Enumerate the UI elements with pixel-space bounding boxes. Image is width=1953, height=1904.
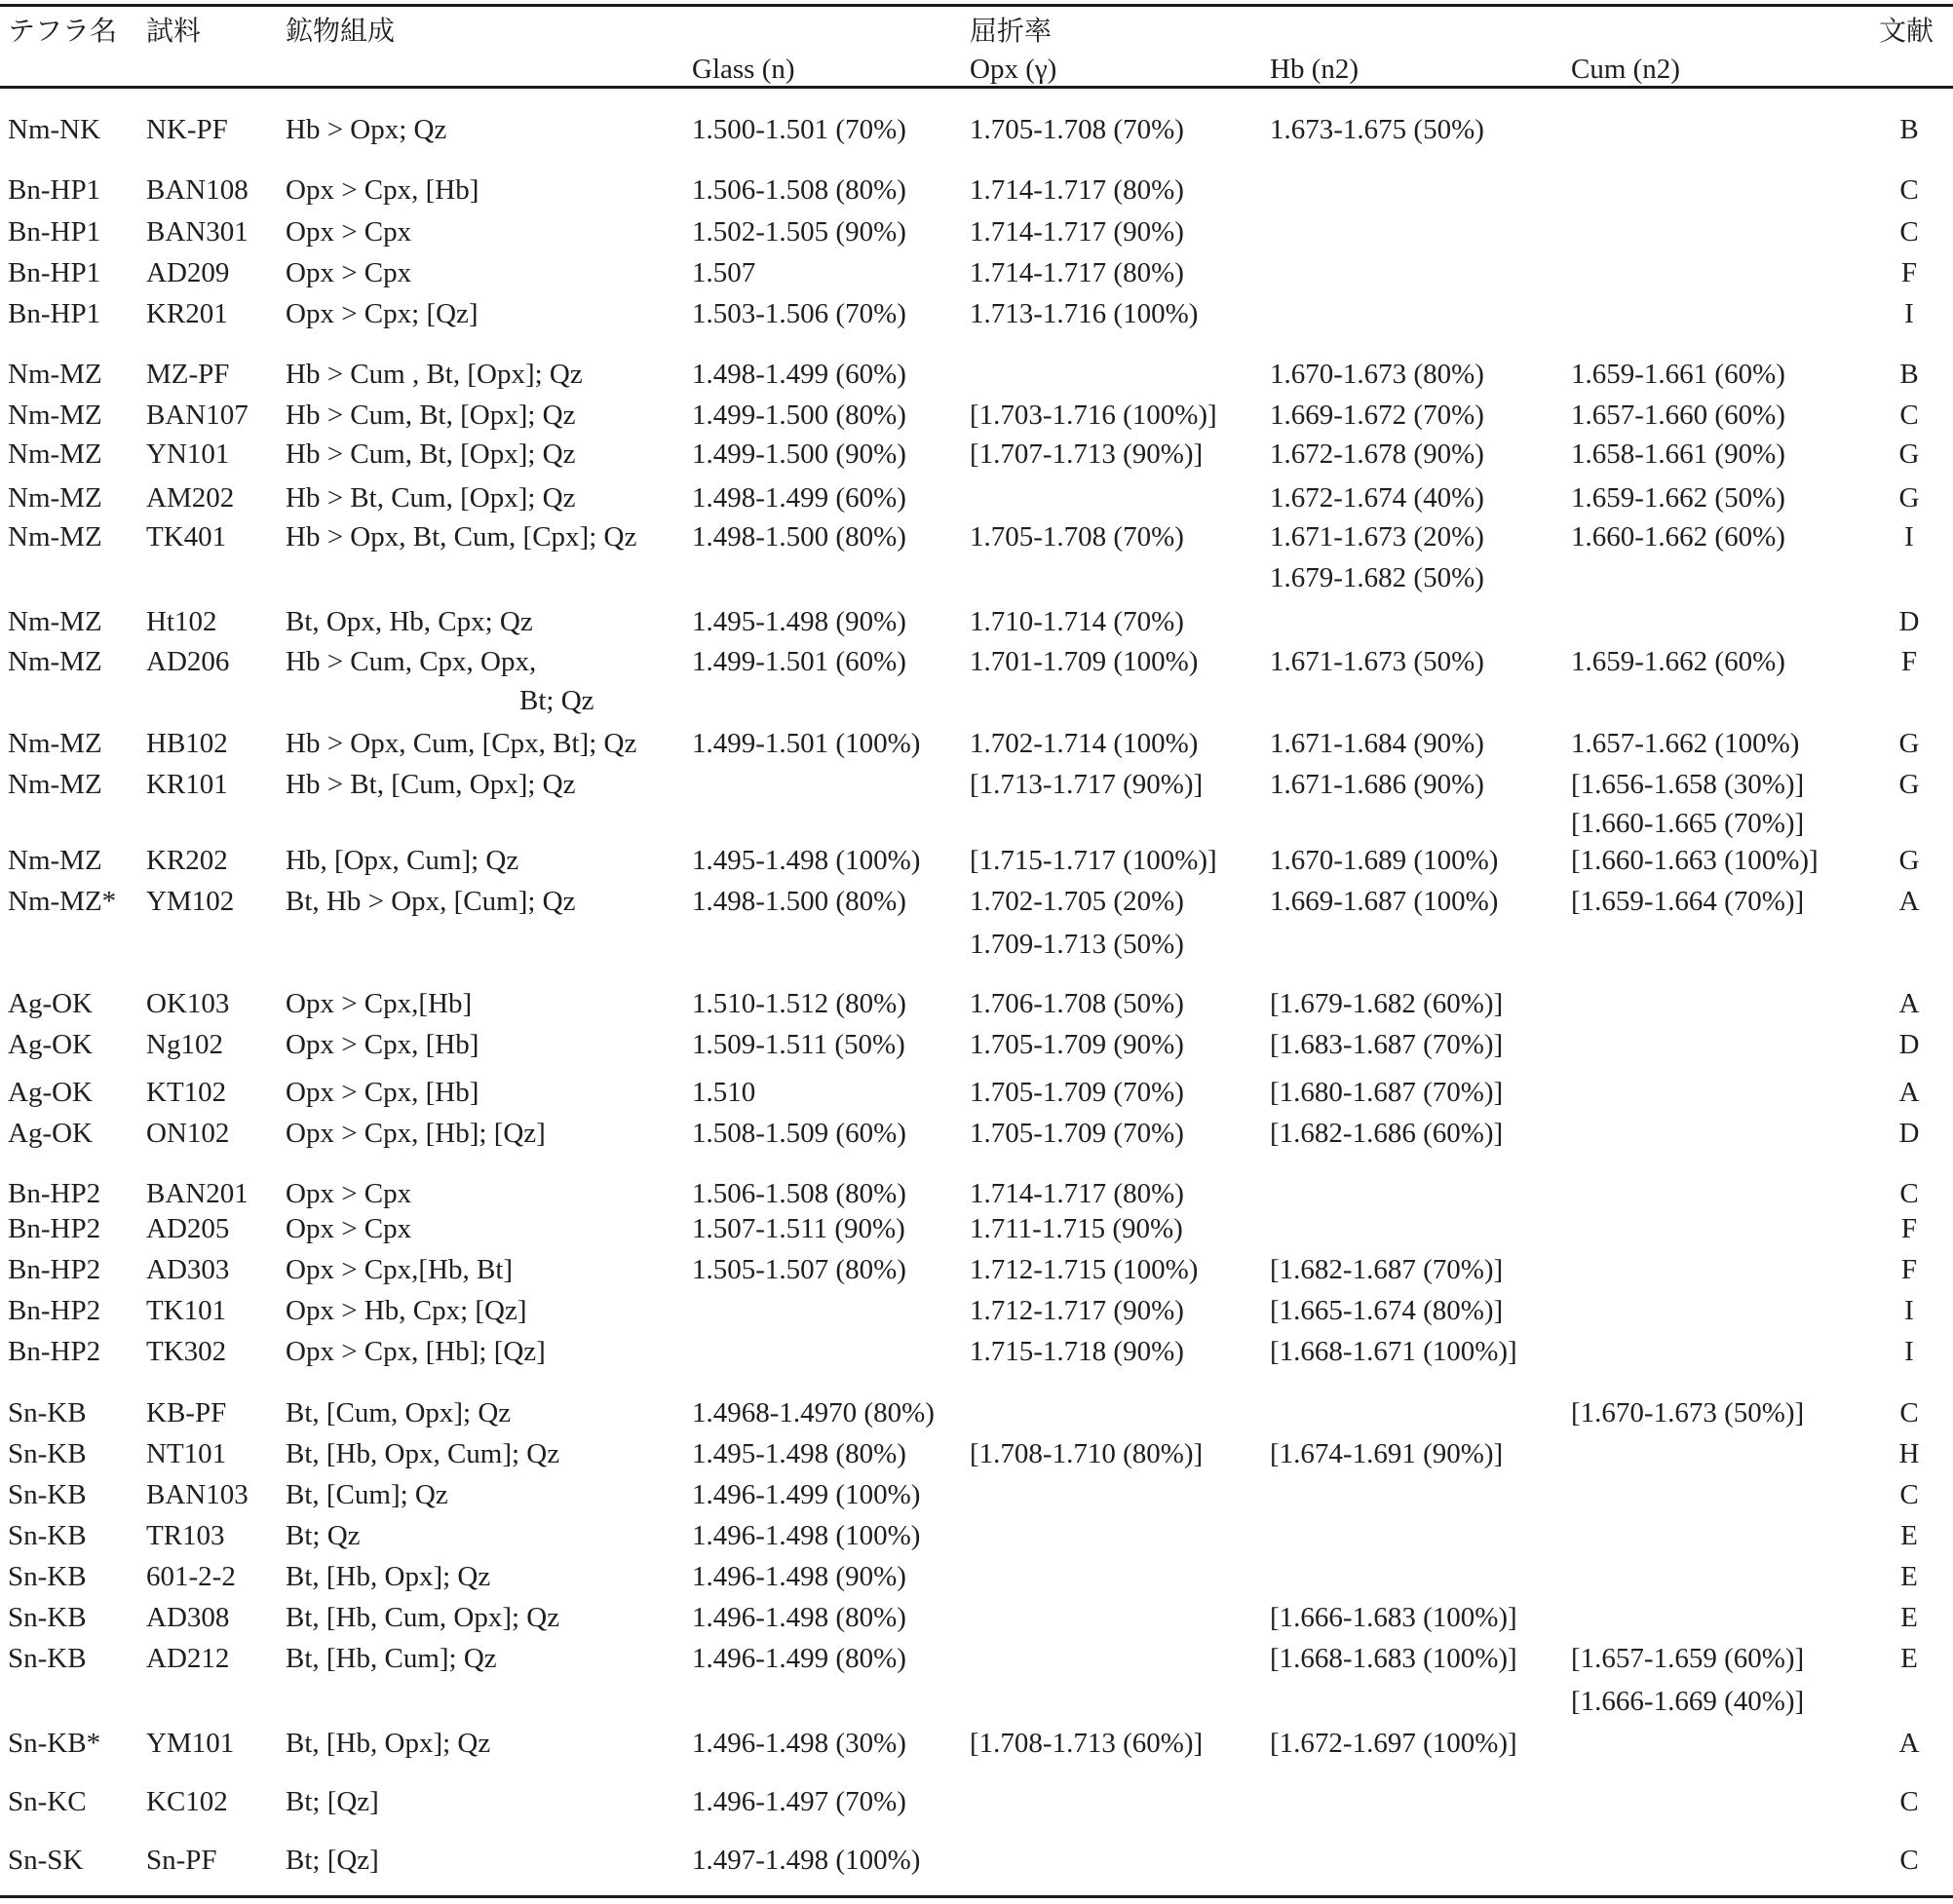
cell-ref: A (1898, 988, 1920, 1019)
cell-ref: C (1899, 1397, 1919, 1428)
cell-mineral: Bt; Qz (286, 1520, 361, 1551)
cell-opx: 1.712-1.717 (90%) (970, 1295, 1184, 1326)
cell-ref: B (1899, 114, 1919, 145)
cell-opx: 1.705-1.709 (90%) (970, 1029, 1184, 1060)
cell-cum: [1.666-1.669 (40%)] (1571, 1686, 1805, 1717)
cell-mineral: Bt; [Qz] (286, 1786, 379, 1817)
cell-hb: 1.672-1.678 (90%) (1270, 438, 1484, 470)
cell-glass: 1.510-1.512 (80%) (692, 988, 906, 1019)
cell-tephra: Bn-HP2 (8, 1336, 101, 1367)
cell-sample: ON102 (146, 1118, 230, 1149)
cell-glass: 1.496-1.498 (30%) (692, 1728, 906, 1759)
cell-tephra: Sn-KB (8, 1602, 87, 1633)
cell-mineral: Opx > Cpx; [Qz] (286, 298, 479, 329)
cell-cum: 1.659-1.662 (50%) (1571, 482, 1785, 514)
cell-glass: 1.500-1.501 (70%) (692, 114, 906, 145)
cell-mineral: Opx > Cpx,[Hb] (286, 988, 473, 1019)
header-glass: Glass (n) (692, 54, 795, 85)
cell-mineral: Bt, [Hb, Opx]; Qz (286, 1561, 491, 1592)
cell-mineral: Opx > Cpx (286, 257, 412, 288)
cell-opx: 1.706-1.708 (50%) (970, 988, 1184, 1019)
cell-ref: A (1898, 886, 1920, 917)
cell-sample: TK302 (146, 1336, 227, 1367)
cell-tephra: Bn-HP2 (8, 1213, 101, 1244)
cell-tephra: Bn-HP1 (8, 216, 101, 248)
cell-mineral: Opx > Cpx (286, 1213, 412, 1244)
cell-glass: 1.510 (692, 1077, 756, 1108)
cell-opx: [1.708-1.713 (60%)] (970, 1728, 1204, 1759)
cell-ref: D (1898, 1029, 1920, 1060)
cell-opx: 1.709-1.713 (50%) (970, 929, 1184, 960)
cell-tephra: Ag-OK (8, 1077, 93, 1108)
cell-glass: 1.499-1.501 (100%) (692, 728, 921, 759)
cell-opx: [1.708-1.710 (80%)] (970, 1438, 1204, 1469)
cell-tephra: Nm-MZ (8, 845, 102, 876)
cell-mineral: Opx > Cpx, [Hb]; [Qz] (286, 1118, 546, 1149)
cell-hb: [1.682-1.686 (60%)] (1270, 1118, 1504, 1149)
cell-cum: 1.657-1.662 (100%) (1571, 728, 1800, 759)
cell-opx: 1.701-1.709 (100%) (970, 646, 1199, 677)
cell-ref: F (1900, 257, 1918, 288)
cell-tephra: Nm-MZ (8, 400, 102, 431)
cell-ref: G (1898, 769, 1920, 800)
cell-opx: 1.714-1.717 (80%) (970, 257, 1184, 288)
cell-glass: 1.506-1.508 (80%) (692, 1178, 906, 1209)
cell-tephra: Nm-MZ (8, 438, 102, 470)
cell-tephra: Bn-HP2 (8, 1254, 101, 1285)
cell-cum: [1.656-1.658 (30%)] (1571, 769, 1805, 800)
cell-sample: KT102 (146, 1077, 227, 1108)
cell-glass: 1.496-1.498 (90%) (692, 1561, 906, 1592)
cell-mineral: Bt, [Cum]; Qz (286, 1479, 448, 1510)
cell-opx: 1.715-1.718 (90%) (970, 1336, 1184, 1367)
cell-cum: 1.660-1.662 (60%) (1571, 521, 1785, 552)
cell-opx: 1.702-1.705 (20%) (970, 886, 1184, 917)
cell-ref: E (1900, 1602, 1918, 1633)
top-rule (0, 4, 1953, 7)
cell-hb: [1.680-1.687 (70%)] (1270, 1077, 1504, 1108)
cell-glass: 1.498-1.499 (60%) (692, 482, 906, 514)
cell-ref: I (1904, 521, 1914, 552)
cell-opx: 1.711-1.715 (90%) (970, 1213, 1183, 1244)
cell-cum: [1.660-1.665 (70%)] (1571, 808, 1805, 839)
cell-glass: 1.496-1.498 (80%) (692, 1602, 906, 1633)
cell-mineral: Opx > Cpx, [Hb] (286, 1077, 479, 1108)
cell-cum: [1.660-1.663 (100%)] (1571, 845, 1819, 876)
cell-ref: C (1899, 1479, 1919, 1510)
cell-sample: AD212 (146, 1643, 230, 1674)
cell-mineral: Hb > Bt, Cum, [Opx]; Qz (286, 482, 576, 514)
cell-opx: [1.707-1.713 (90%)] (970, 438, 1204, 470)
cell-mineral: Opx > Cpx,[Hb, Bt] (286, 1254, 514, 1285)
cell-sample: AD206 (146, 646, 230, 677)
cell-sample: BAN301 (146, 216, 249, 248)
cell-opx: 1.713-1.716 (100%) (970, 298, 1199, 329)
cell-cum: [1.670-1.673 (50%)] (1571, 1397, 1805, 1428)
cell-ref: C (1899, 1786, 1919, 1817)
cell-ref: A (1898, 1728, 1920, 1759)
cell-hb: [1.668-1.671 (100%)] (1270, 1336, 1517, 1367)
cell-ref: G (1898, 845, 1920, 876)
cell-ref: C (1899, 1845, 1919, 1876)
cell-ref: G (1898, 438, 1920, 470)
cell-ref: F (1900, 1213, 1918, 1244)
cell-opx: 1.714-1.717 (80%) (970, 1178, 1184, 1209)
cell-mineral: Opx > Hb, Cpx; [Qz] (286, 1295, 527, 1326)
cell-glass: 1.509-1.511 (50%) (692, 1029, 905, 1060)
cell-sample: YM102 (146, 886, 235, 917)
cell-mineral: Hb > Opx, Cum, [Cpx, Bt]; Qz (286, 728, 637, 759)
cell-sample: AM202 (146, 482, 235, 514)
cell-sample: NT101 (146, 1438, 227, 1469)
header-opx: Opx (γ) (970, 54, 1057, 85)
cell-glass: 1.495-1.498 (90%) (692, 606, 906, 637)
cell-hb: 1.673-1.675 (50%) (1270, 114, 1484, 145)
cell-tephra: Ag-OK (8, 1118, 93, 1149)
cell-mineral: Opx > Cpx, [Hb]; [Qz] (286, 1336, 546, 1367)
cell-glass: 1.495-1.498 (80%) (692, 1438, 906, 1469)
cell-hb: 1.671-1.684 (90%) (1270, 728, 1484, 759)
cell-glass: 1.496-1.499 (80%) (692, 1643, 906, 1674)
cell-opx: [1.713-1.717 (90%)] (970, 769, 1204, 800)
cell-tephra: Ag-OK (8, 988, 93, 1019)
cell-sample: KR201 (146, 298, 228, 329)
cell-hb: 1.670-1.673 (80%) (1270, 359, 1484, 390)
cell-ref: G (1898, 482, 1920, 514)
cell-tephra: Nm-MZ* (8, 886, 117, 917)
cell-tephra: Nm-MZ (8, 769, 102, 800)
cell-sample: KC102 (146, 1786, 228, 1817)
cell-hb: 1.671-1.673 (20%) (1270, 521, 1484, 552)
cell-ref: I (1904, 1336, 1914, 1367)
cell-sample: BAN201 (146, 1178, 249, 1209)
cell-hb: [1.679-1.682 (60%)] (1270, 988, 1504, 1019)
cell-tephra: Sn-KB (8, 1520, 87, 1551)
cell-mineral: Hb > Cum, Bt, [Opx]; Qz (286, 438, 576, 470)
cell-hb: [1.682-1.687 (70%)] (1270, 1254, 1504, 1285)
cell-glass: 1.498-1.500 (80%) (692, 886, 906, 917)
cell-glass: 1.505-1.507 (80%) (692, 1254, 906, 1285)
cell-tephra: Ag-OK (8, 1029, 93, 1060)
cell-sample: YN101 (146, 438, 230, 470)
cell-hb: 1.671-1.673 (50%) (1270, 646, 1484, 677)
header-reference: 文献 (1879, 15, 1934, 47)
cell-ref: I (1904, 1295, 1914, 1326)
cell-opx: 1.714-1.717 (90%) (970, 216, 1184, 248)
cell-mineral: Opx > Cpx (286, 216, 412, 248)
cell-sample: AD308 (146, 1602, 230, 1633)
cell-tephra: Nm-MZ (8, 646, 102, 677)
cell-cum: 1.658-1.661 (90%) (1571, 438, 1785, 470)
cell-hb: [1.665-1.674 (80%)] (1270, 1295, 1504, 1326)
cell-glass: 1.508-1.509 (60%) (692, 1118, 906, 1149)
cell-sample: OK103 (146, 988, 230, 1019)
cell-mineral: Hb > Opx, Bt, Cum, [Cpx]; Qz (286, 521, 637, 552)
cell-cum: [1.659-1.664 (70%)] (1571, 886, 1805, 917)
cell-tephra: Sn-KB (8, 1479, 87, 1510)
cell-hb: [1.666-1.683 (100%)] (1270, 1602, 1517, 1633)
cell-glass: 1.507 (692, 257, 756, 288)
cell-sample: Ng102 (146, 1029, 223, 1060)
cell-glass: 1.496-1.497 (70%) (692, 1786, 906, 1817)
cell-mineral: Opx > Cpx (286, 1178, 412, 1209)
cell-glass: 1.502-1.505 (90%) (692, 216, 906, 248)
cell-tephra: Sn-SK (8, 1845, 84, 1876)
cell-ref: E (1900, 1520, 1918, 1551)
cell-glass: 1.496-1.498 (100%) (692, 1520, 921, 1551)
cell-hb: 1.679-1.682 (50%) (1270, 562, 1484, 593)
cell-cum: [1.657-1.659 (60%)] (1571, 1643, 1805, 1674)
cell-hb: 1.670-1.689 (100%) (1270, 845, 1499, 876)
cell-ref: E (1900, 1643, 1918, 1674)
cell-tephra: Sn-KB (8, 1438, 87, 1469)
cell-ref: G (1898, 728, 1920, 759)
cell-tephra: Nm-MZ (8, 606, 102, 637)
cell-opx: [1.703-1.716 (100%)] (970, 400, 1217, 431)
cell-glass: 1.496-1.499 (100%) (692, 1479, 921, 1510)
cell-glass: 1.4968-1.4970 (80%) (692, 1397, 935, 1428)
cell-opx: 1.710-1.714 (70%) (970, 606, 1184, 637)
cell-ref: D (1898, 606, 1920, 637)
cell-mineral: Opx > Cpx, [Hb] (286, 1029, 479, 1060)
cell-ref: I (1904, 298, 1914, 329)
cell-opx: 1.714-1.717 (80%) (970, 174, 1184, 206)
cell-sample: AD205 (146, 1213, 230, 1244)
cell-sample: KR202 (146, 845, 228, 876)
cell-tephra: Bn-HP1 (8, 298, 101, 329)
cell-sample: YM101 (146, 1728, 235, 1759)
cell-sample: KB-PF (146, 1397, 227, 1428)
cell-mineral: Hb > Cum, Cpx, Opx, (286, 646, 537, 677)
header-mineral: 鉱物組成 (286, 15, 396, 47)
cell-hb: 1.669-1.672 (70%) (1270, 400, 1484, 431)
cell-cum: 1.659-1.661 (60%) (1571, 359, 1785, 390)
cell-tephra: Bn-HP1 (8, 257, 101, 288)
cell-mineral: Opx > Cpx, [Hb] (286, 174, 479, 206)
cell-ref: E (1900, 1561, 1918, 1592)
cell-glass: 1.497-1.498 (100%) (692, 1845, 921, 1876)
cell-mineral: Hb > Cum, Bt, [Opx]; Qz (286, 400, 576, 431)
cell-ref: F (1900, 1254, 1918, 1285)
cell-opx: 1.712-1.715 (100%) (970, 1254, 1199, 1285)
cell-tephra: Nm-MZ (8, 482, 102, 514)
cell-glass: 1.498-1.500 (80%) (692, 521, 906, 552)
cell-ref: C (1899, 216, 1919, 248)
cell-mineral: Bt, [Cum, Opx]; Qz (286, 1397, 512, 1428)
cell-mineral: Bt, [Hb, Cum]; Qz (286, 1643, 497, 1674)
cell-ref: D (1898, 1118, 1920, 1149)
cell-cum: 1.659-1.662 (60%) (1571, 646, 1785, 677)
header-sample: 試料 (146, 15, 202, 47)
cell-sample: 601-2-2 (146, 1561, 236, 1592)
cell-tephra: Bn-HP1 (8, 174, 101, 206)
cell-glass: 1.495-1.498 (100%) (692, 845, 921, 876)
cell-sample: AD303 (146, 1254, 230, 1285)
cell-hb: [1.668-1.683 (100%)] (1270, 1643, 1517, 1674)
cell-mineral: Bt, Opx, Hb, Cpx; Qz (286, 606, 533, 637)
cell-mineral: Bt; [Qz] (286, 1845, 379, 1876)
cell-sample: NK-PF (146, 114, 228, 145)
cell-sample: BAN107 (146, 400, 249, 431)
cell-opx: 1.705-1.709 (70%) (970, 1077, 1184, 1108)
cell-sample: MZ-PF (146, 359, 230, 390)
cell-glass: 1.499-1.501 (60%) (692, 646, 906, 677)
cell-tephra: Sn-KB (8, 1561, 87, 1592)
cell-tephra: Sn-KB* (8, 1728, 101, 1759)
cell-ref: C (1899, 1178, 1919, 1209)
cell-mineral: Bt; Qz (519, 685, 594, 716)
cell-mineral: Bt, [Hb, Cum, Opx]; Qz (286, 1602, 560, 1633)
header-refractive-index: 屈折率 (970, 15, 1053, 47)
cell-tephra: Sn-KB (8, 1397, 87, 1428)
cell-sample: Ht102 (146, 606, 217, 637)
cell-mineral: Hb, [Opx, Cum]; Qz (286, 845, 519, 876)
cell-hb: 1.671-1.686 (90%) (1270, 769, 1484, 800)
cell-hb: [1.674-1.691 (90%)] (1270, 1438, 1504, 1469)
cell-glass: 1.506-1.508 (80%) (692, 174, 906, 206)
header-tephra: テフラ名 (8, 15, 118, 47)
cell-glass: 1.507-1.511 (90%) (692, 1213, 905, 1244)
cell-mineral: Hb > Cum , Bt, [Opx]; Qz (286, 359, 583, 390)
cell-sample: BAN108 (146, 174, 249, 206)
cell-mineral: Bt, [Hb, Opx]; Qz (286, 1728, 491, 1759)
cell-tephra: Nm-MZ (8, 728, 102, 759)
header-hb: Hb (n2) (1270, 54, 1359, 85)
cell-opx: 1.705-1.708 (70%) (970, 114, 1184, 145)
cell-ref: C (1899, 400, 1919, 431)
cell-ref: B (1899, 359, 1919, 390)
cell-tephra: Nm-MZ (8, 521, 102, 552)
cell-sample: Sn-PF (146, 1845, 217, 1876)
cell-glass: 1.503-1.506 (70%) (692, 298, 906, 329)
cell-tephra: Bn-HP2 (8, 1178, 101, 1209)
cell-mineral: Hb > Opx; Qz (286, 114, 447, 145)
cell-opx: 1.705-1.709 (70%) (970, 1118, 1184, 1149)
cell-hb: 1.672-1.674 (40%) (1270, 482, 1484, 514)
cell-ref: H (1898, 1438, 1920, 1469)
cell-ref: F (1900, 646, 1918, 677)
header-cum: Cum (n2) (1571, 54, 1680, 85)
cell-mineral: Bt, [Hb, Opx, Cum]; Qz (286, 1438, 560, 1469)
cell-sample: KR101 (146, 769, 228, 800)
cell-glass: 1.499-1.500 (90%) (692, 438, 906, 470)
cell-sample: TR103 (146, 1520, 225, 1551)
cell-mineral: Bt, Hb > Opx, [Cum]; Qz (286, 886, 576, 917)
cell-sample: HB102 (146, 728, 228, 759)
header-rule (0, 86, 1953, 89)
cell-tephra: Sn-KB (8, 1643, 87, 1674)
cell-tephra: Sn-KC (8, 1786, 87, 1817)
cell-opx: [1.715-1.717 (100%)] (970, 845, 1217, 876)
bottom-rule (0, 1895, 1953, 1898)
cell-opx: 1.705-1.708 (70%) (970, 521, 1184, 552)
cell-tephra: Bn-HP2 (8, 1295, 101, 1326)
cell-hb: 1.669-1.687 (100%) (1270, 886, 1499, 917)
cell-hb: [1.683-1.687 (70%)] (1270, 1029, 1504, 1060)
cell-hb: [1.672-1.697 (100%)] (1270, 1728, 1517, 1759)
cell-sample: TK401 (146, 521, 227, 552)
cell-ref: A (1898, 1077, 1920, 1108)
cell-tephra: Nm-NK (8, 114, 101, 145)
cell-sample: TK101 (146, 1295, 227, 1326)
cell-mineral: Hb > Bt, [Cum, Opx]; Qz (286, 769, 576, 800)
cell-tephra: Nm-MZ (8, 359, 102, 390)
cell-sample: BAN103 (146, 1479, 249, 1510)
cell-opx: 1.702-1.714 (100%) (970, 728, 1199, 759)
cell-glass: 1.499-1.500 (80%) (692, 400, 906, 431)
cell-cum: 1.657-1.660 (60%) (1571, 400, 1785, 431)
cell-glass: 1.498-1.499 (60%) (692, 359, 906, 390)
cell-sample: AD209 (146, 257, 230, 288)
cell-ref: C (1899, 174, 1919, 206)
